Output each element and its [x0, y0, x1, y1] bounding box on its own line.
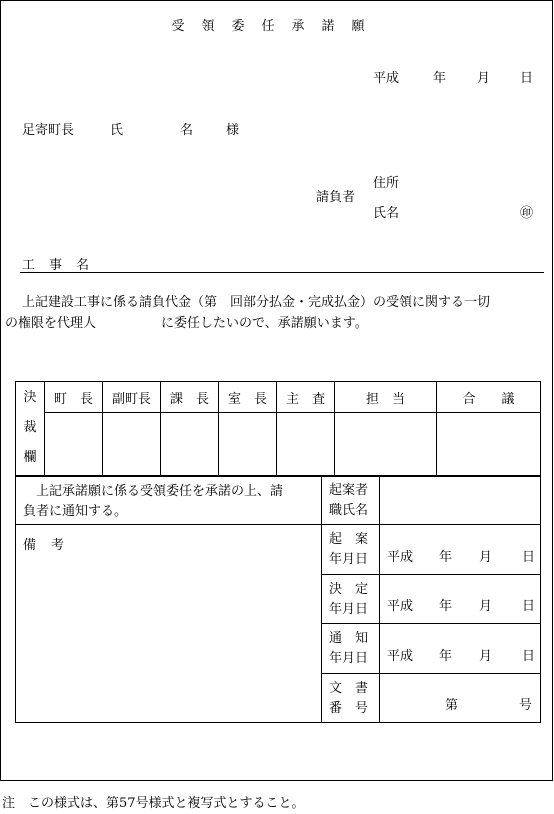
date-label-decided-2: 年月日 [329, 602, 369, 617]
date-day: 日 [520, 71, 534, 86]
footnote: 注 この様式は、第57号様式と複写式とすること。 [2, 796, 305, 811]
consent-text-line-2: 負者に通知する。 [23, 504, 128, 519]
addressee-shi: 氏 [110, 123, 124, 138]
doc-number-label-1: 文 書 [329, 681, 369, 696]
date-year: 年 [433, 71, 447, 86]
seal-box-deputy-mayor[interactable] [103, 413, 161, 476]
date-label-decided [322, 575, 380, 624]
decided-year: 年 [439, 599, 453, 614]
header-deputy-mayor: 副町長 [103, 382, 161, 413]
project-name-label: 工事名 [22, 258, 104, 273]
seal-box-section-chief[interactable] [161, 413, 219, 476]
doc-number-dai: 第 [445, 698, 459, 713]
seal-box-consultation[interactable] [437, 413, 541, 476]
contractor-name-label: 氏名 [373, 206, 400, 221]
approval-label-2: 裁 [23, 420, 37, 435]
form-title [0, 20, 553, 33]
seal-box-office-chief[interactable] [219, 413, 277, 476]
notified-year: 年 [439, 649, 453, 664]
drafter-label-1: 起案者 [329, 483, 369, 498]
drafted-day: 日 [522, 550, 536, 565]
drafter-name-field[interactable] [380, 477, 541, 525]
header-inspector: 主 査 [277, 382, 335, 413]
seal-box-inspector[interactable] [277, 413, 335, 476]
doc-number-label [322, 674, 380, 723]
drafter-label-cell [322, 477, 380, 525]
doc-number-label-2: 番 号 [329, 701, 369, 716]
project-name-underline [20, 272, 544, 273]
header-in-charge: 担 当 [335, 382, 437, 413]
header-consultation: 合 議 [437, 382, 541, 413]
remarks-label: 備 考 [23, 538, 66, 553]
approval-table [15, 381, 541, 476]
header-office-chief: 室 長 [219, 382, 277, 413]
date-label-drafted-1: 起 案 [329, 532, 369, 547]
form-title-text: 受領委任承諾願 [171, 19, 382, 34]
addressee-mei: 名 [180, 123, 194, 138]
doc-number-field[interactable] [380, 674, 541, 723]
header-mayor: 町 長 [45, 382, 103, 413]
decided-month: 月 [479, 599, 493, 614]
consent-text-cell [16, 477, 322, 525]
notified-month: 月 [479, 649, 493, 664]
contractor-address-label: 住所 [373, 176, 400, 191]
consent-text-line-1: 上記承諾願に係る受領委任を承諾の上、請 [36, 484, 284, 499]
header-section-chief: 課 長 [161, 382, 219, 413]
approval-row-label [16, 382, 45, 476]
doc-number-go: 号 [519, 698, 533, 713]
seal-box-in-charge[interactable] [335, 413, 437, 476]
date-label-drafted [322, 525, 380, 575]
date-month: 月 [477, 71, 491, 86]
decided-era: 平成 [387, 599, 414, 614]
approval-label-3: 欄 [23, 450, 37, 465]
decided-day: 日 [522, 599, 536, 614]
remarks-cell[interactable] [16, 525, 322, 723]
drafted-era: 平成 [387, 550, 414, 565]
drafted-year: 年 [439, 550, 453, 565]
date-value-notified[interactable] [380, 624, 541, 674]
drafted-month: 月 [479, 550, 493, 565]
body-line-1: 上記建設工事に係る請負代金（第 回部分払金・完成払金）の受領に関する一切 [22, 295, 491, 310]
addressee-town: 足寄町長 [22, 123, 75, 138]
consent-table [15, 476, 541, 723]
approval-label-1: 決 [23, 390, 37, 405]
drafter-label-2: 職氏名 [329, 503, 369, 518]
date-value-decided[interactable] [380, 575, 541, 624]
contractor-role: 請負者 [316, 190, 356, 205]
seal-mark: ㊞ [520, 206, 534, 221]
notified-era: 平成 [387, 649, 414, 664]
body-line-2: の権限を代理人 に委任したいので、承諾願います。 [5, 316, 368, 331]
date-label-notified-1: 通 知 [329, 631, 369, 646]
date-label-drafted-2: 年月日 [329, 552, 369, 567]
addressee-sama: 様 [226, 123, 240, 138]
date-era: 平成 [373, 71, 400, 86]
date-value-drafted[interactable] [380, 525, 541, 575]
date-label-notified-2: 年月日 [329, 651, 369, 666]
date-label-notified [322, 624, 380, 674]
notified-day: 日 [522, 649, 536, 664]
seal-box-mayor[interactable] [45, 413, 103, 476]
date-label-decided-1: 決 定 [329, 582, 369, 597]
